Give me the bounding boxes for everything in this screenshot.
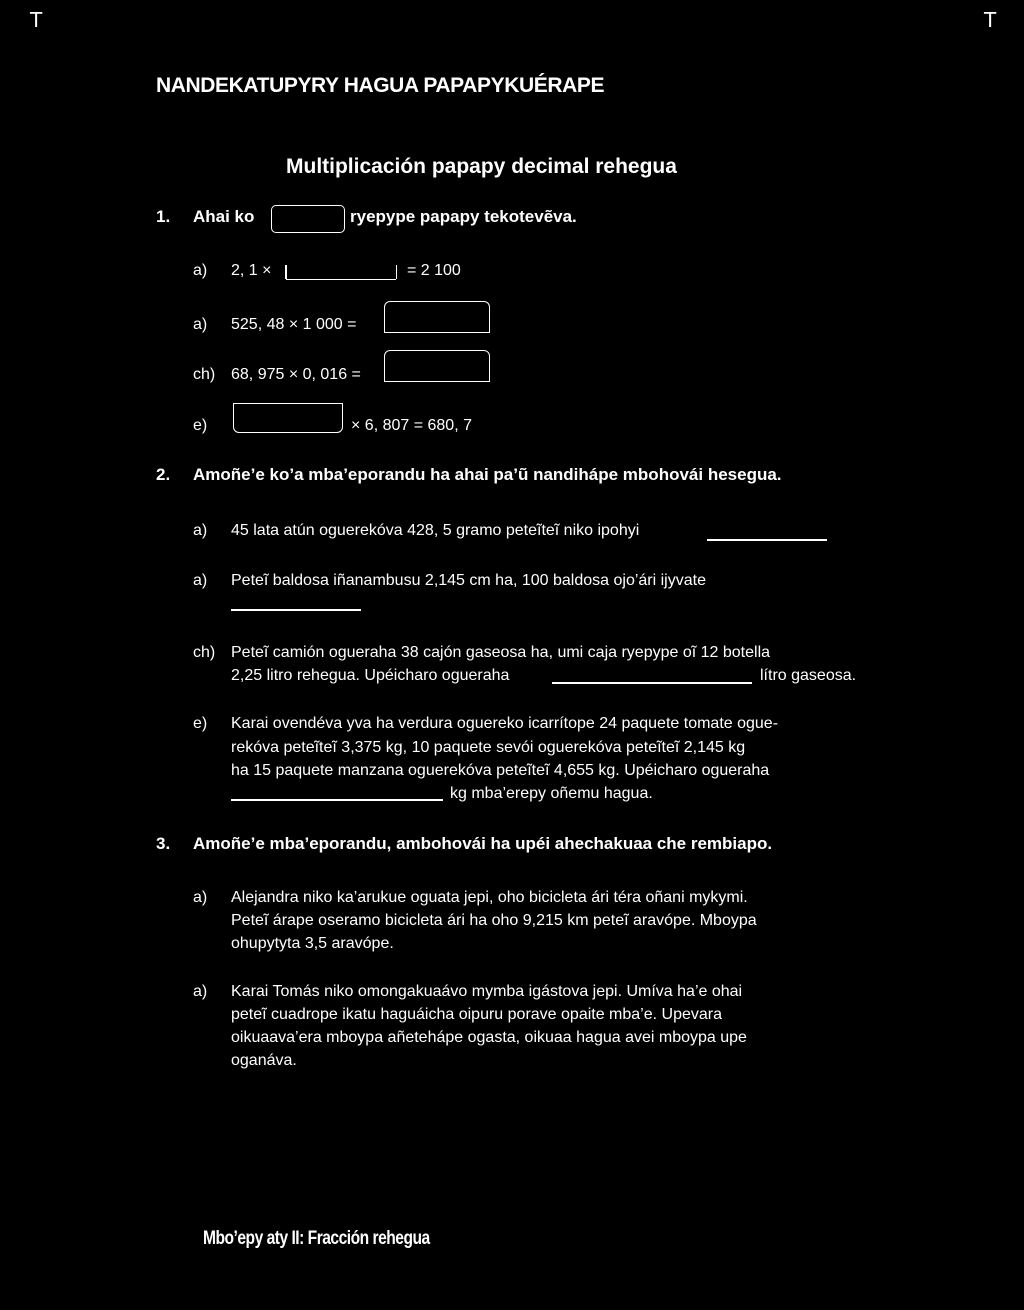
q2c-line1: Peteĩ camión ogueraha 38 cajón gaseosa ha, umi caja ryepype oĩ 12 botella — [231, 644, 771, 661]
q2c-answer-line[interactable] — [552, 682, 752, 684]
q1c-answer-field[interactable] — [384, 350, 490, 382]
q1a-right: = 2 100 — [407, 262, 461, 279]
q2c-line2b: lítro gaseosa. — [760, 667, 857, 684]
q3b-line4: oganáva. — [231, 1052, 297, 1069]
q2-number: 2. — [156, 465, 171, 484]
page-footer: Mbo’epy aty II: Fracción rehegua — [203, 1228, 430, 1249]
q1-text-before: Ahai ko — [193, 207, 255, 226]
q2d-line1: Karai ovendéva yva ha verdura oguereko icarrítope 24 paquete tomate ogue- — [231, 715, 779, 732]
q1-number: 1. — [156, 207, 171, 226]
q3b-line2: peteĩ cuadrope ikatu haguáicha oipuru porave opaite mba’e. Upevara — [231, 1006, 722, 1023]
q2d-answer-line[interactable] — [231, 799, 443, 801]
q1a-label: a) — [193, 262, 208, 279]
q2a-text: 45 lata atún oguerekóva 428, 5 gramo peteĩteĩ niko ipohyi — [231, 522, 640, 539]
q3b-line3: oikuaava’era mboypa añeteháp​e ogasta, oikuaa hagua avei mboypa upe — [231, 1029, 747, 1046]
q3b-line1: Karai Tomás niko omongakuaávo mymba igástova jepi. Umíva ha’e ohai — [231, 983, 743, 1000]
q1a-answer-field[interactable] — [286, 255, 396, 280]
q2b-answer-line[interactable] — [231, 609, 361, 611]
q2b-label: a) — [193, 572, 208, 589]
q3a-line1: Alejandra niko ka’arukue oguata jepi, oho bicicleta ári téra oñani mykymi. — [231, 889, 748, 906]
q3a-label: a) — [193, 889, 208, 906]
q1-answer-box-icon — [271, 205, 345, 233]
q2d-line4: kg mba’erepy oñemu hagua. — [450, 785, 653, 802]
q2a-label: a) — [193, 522, 208, 539]
q1-text-after: ryepype papapy tekotevẽva. — [350, 207, 577, 226]
q2d-line3: ha 15 paquete manzana oguerekóva peteĩteĩ 4,655 kg. Upéicharo ogueraha — [231, 762, 770, 779]
q1b-answer-field[interactable] — [384, 301, 490, 333]
q3a-line2: Peteĩ árape oseramo bicicleta ári ha oho 9,215 km peteĩ aravópe. Mboypa — [231, 912, 757, 929]
q1d-label: e) — [193, 417, 208, 434]
q1c-label: ch) — [193, 366, 216, 383]
q1d-right: × 6, 807 = 680, 7 — [351, 417, 472, 434]
q1b-label: a) — [193, 316, 208, 333]
q2b-text: Peteĩ baldosa iñanambusu 2,145 cm ha, 100 baldosa ojo’ári ijyvate — [231, 572, 706, 589]
q1c-left: 68, 975 × 0, 016 = — [231, 366, 361, 383]
q3b-label: a) — [193, 983, 208, 1000]
q2a-answer-line[interactable] — [707, 539, 827, 541]
q1a-left: 2, 1 × — [231, 262, 272, 279]
q1b-left: 525, 48 × 1 000 = — [231, 316, 357, 333]
q3-text: Amoñe’e mba’eporandu, ambohovái ha upéi ahechakuaa che rembiapo. — [193, 834, 773, 853]
crop-mark-right: T — [984, 8, 997, 32]
q2d-label: e) — [193, 715, 208, 732]
q2-text: Amoñe’e ko’a mba’eporandu ha ahai pa’ũ nandihápe mbohovái hesegua. — [193, 465, 782, 484]
q3-number: 3. — [156, 834, 171, 853]
q2d-line2: rekóva peteĩteĩ 3,375 kg, 10 paquete sevói oguerekóva peteĩteĩ 2,145 kg — [231, 739, 746, 756]
q1d-answer-field[interactable] — [233, 403, 343, 433]
page-title: Multiplicación papapy decimal rehegua — [286, 155, 677, 178]
crop-mark-left: T — [30, 8, 43, 32]
q2c-line2a: 2,25 litro rehegua. Upéicharo ogueraha — [231, 667, 510, 684]
q3a-line3: ohupytyta 3,5 aravópe. — [231, 935, 394, 952]
q2c-label: ch) — [193, 644, 216, 661]
section-header: NANDEKATUPYRY HAGUA PAPAPYKUÉRAPE — [156, 74, 605, 97]
